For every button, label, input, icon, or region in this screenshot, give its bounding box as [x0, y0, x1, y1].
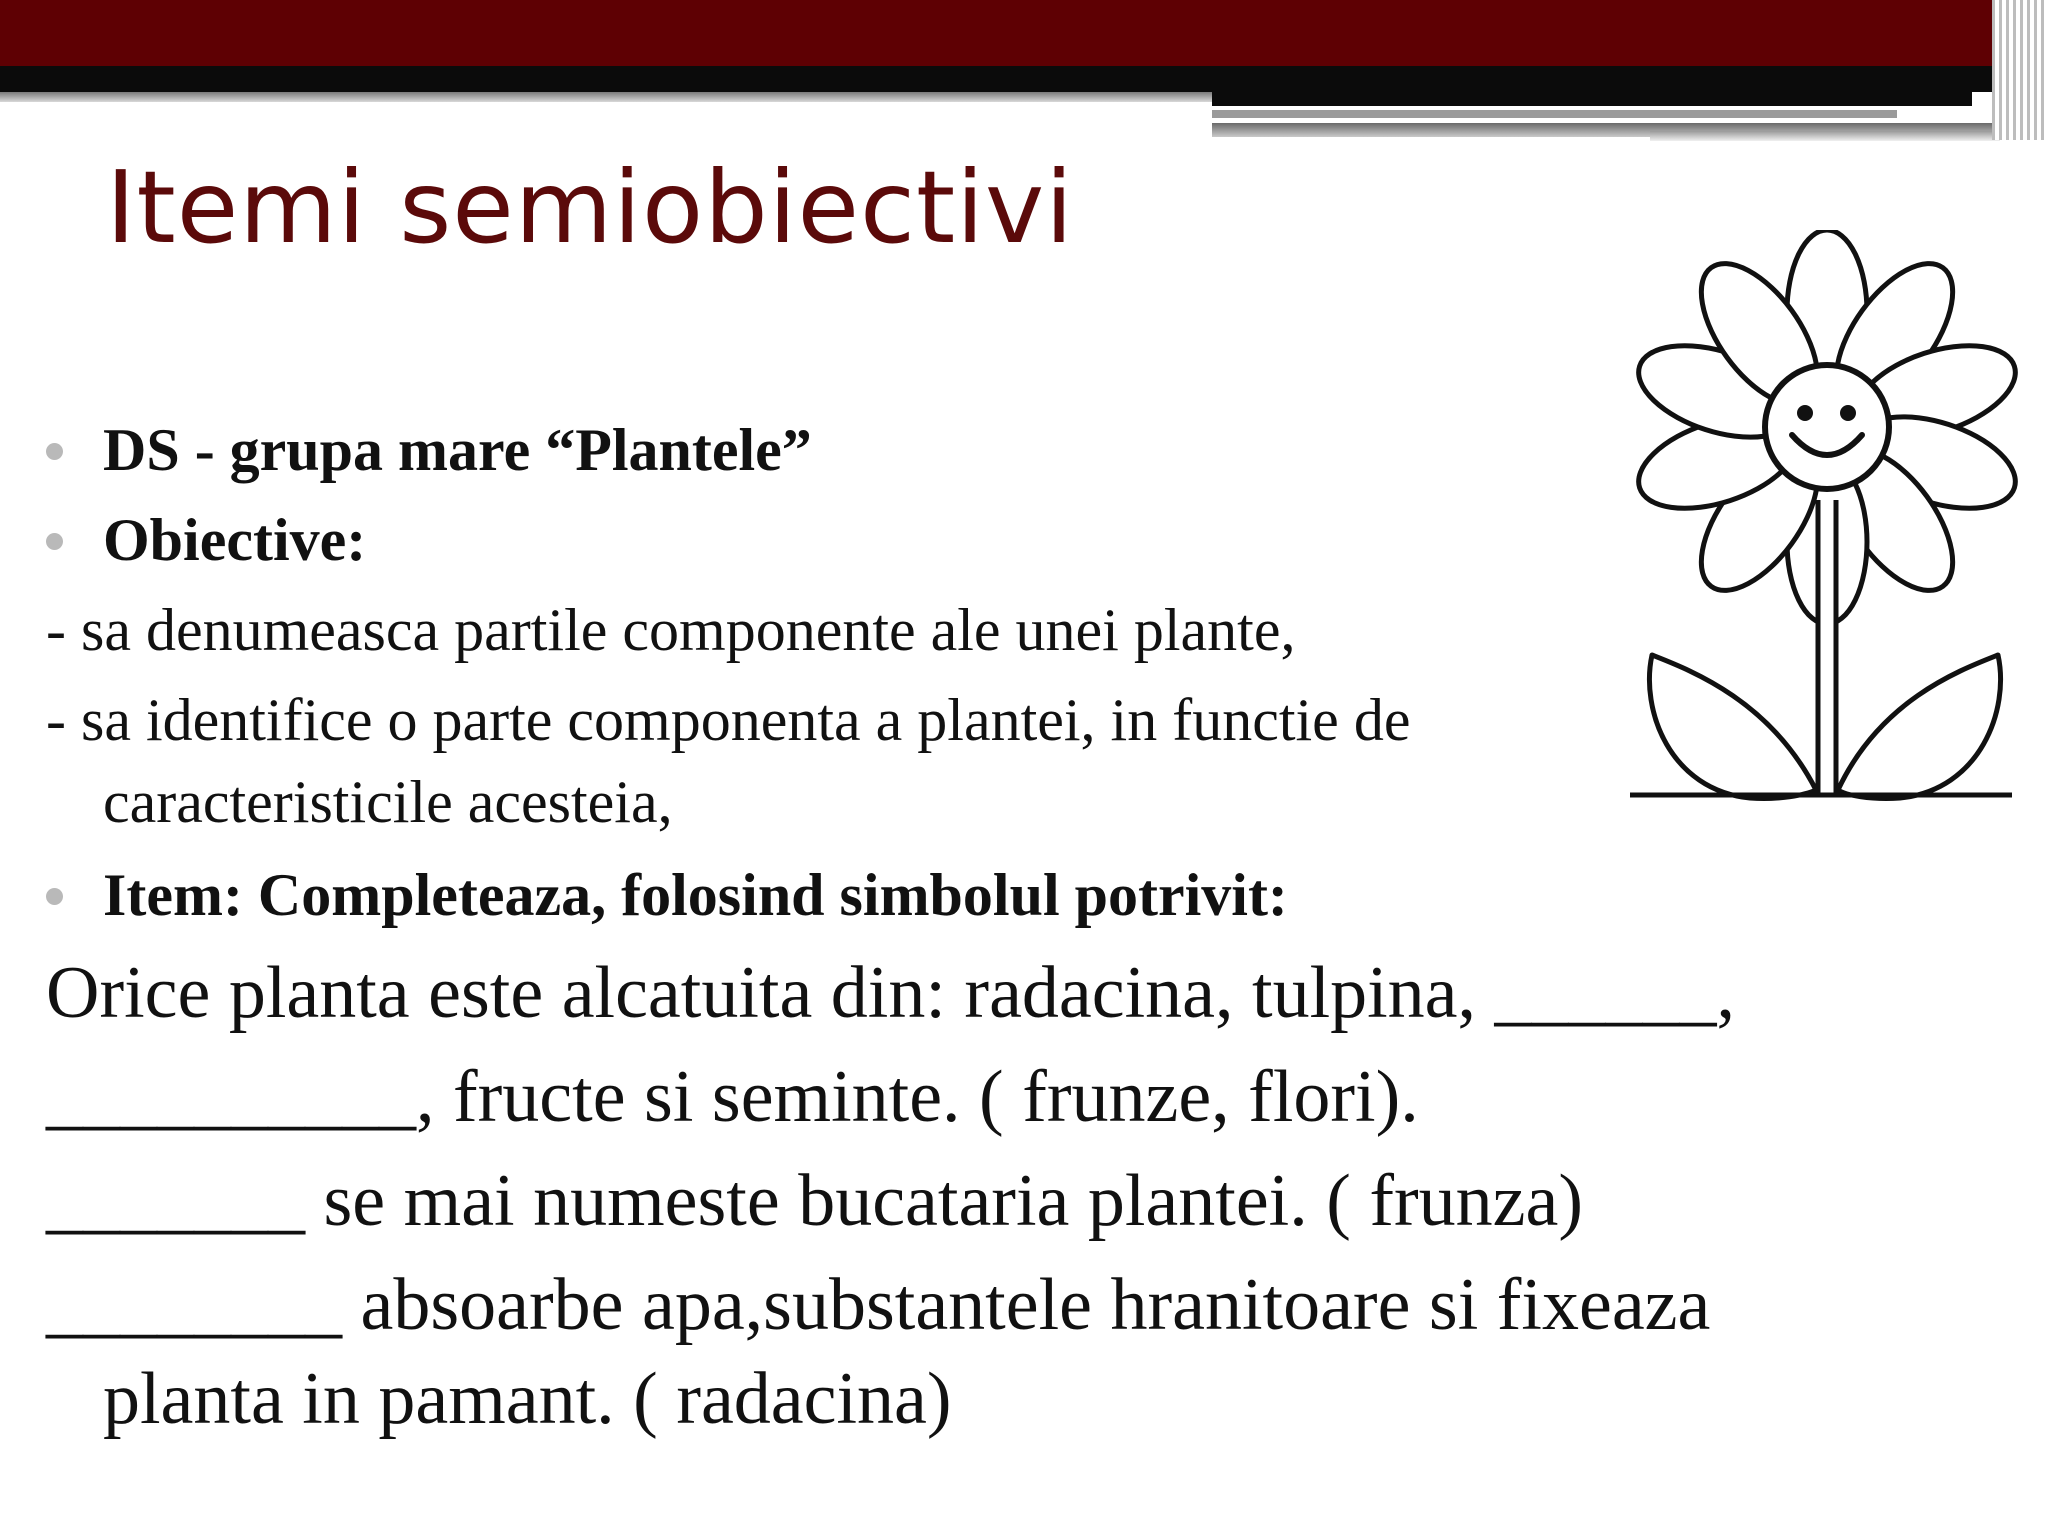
decorative-stripe: [1650, 131, 2000, 141]
top-red-bar: [0, 0, 2048, 66]
exercise-line: __________, fructe si seminte. ( frunze, flori).: [46, 1056, 1419, 1138]
top-black-bar-right: [1212, 92, 1972, 106]
smiling-flower-icon: [1630, 230, 2020, 810]
bullet-objectives: Obiective:: [103, 507, 367, 573]
bullet-item-instruction: Item: Completeaza, folosind simbolul potrivit:: [103, 862, 1288, 928]
exercise-line-continued: planta in pamant. ( radacina): [103, 1358, 952, 1440]
objective-line-continued: caracteristicile acesteia,: [103, 769, 673, 835]
exercise-line: _______ se mai numeste bucataria plantei. ( frunza): [46, 1160, 1583, 1242]
exercise-line: Orice planta este alcatuita din: radacina, tulpina, ______,: [46, 952, 1736, 1034]
top-grey-bar: [0, 92, 1212, 102]
slide-title: Itemi semiobiectivi: [106, 149, 1074, 266]
exercise-line: ________ absoarbe apa,substantele hranitoare si fixeaza: [46, 1264, 1711, 1346]
objective-line: - sa denumeasca partile componente ale unei plante,: [46, 597, 1296, 663]
bullet-ds-group: DS - grupa mare “Plantele”: [103, 417, 812, 483]
decorative-edge-lines: [1992, 0, 2048, 140]
bullet-dot-icon: [46, 888, 63, 905]
top-black-bar: [0, 66, 2048, 92]
bullet-dot-icon: [46, 533, 63, 550]
objective-line: - sa identifice o parte componenta a plantei, in functie de: [46, 687, 1411, 753]
decorative-stripe: [1212, 110, 1897, 118]
bullet-dot-icon: [46, 443, 63, 460]
